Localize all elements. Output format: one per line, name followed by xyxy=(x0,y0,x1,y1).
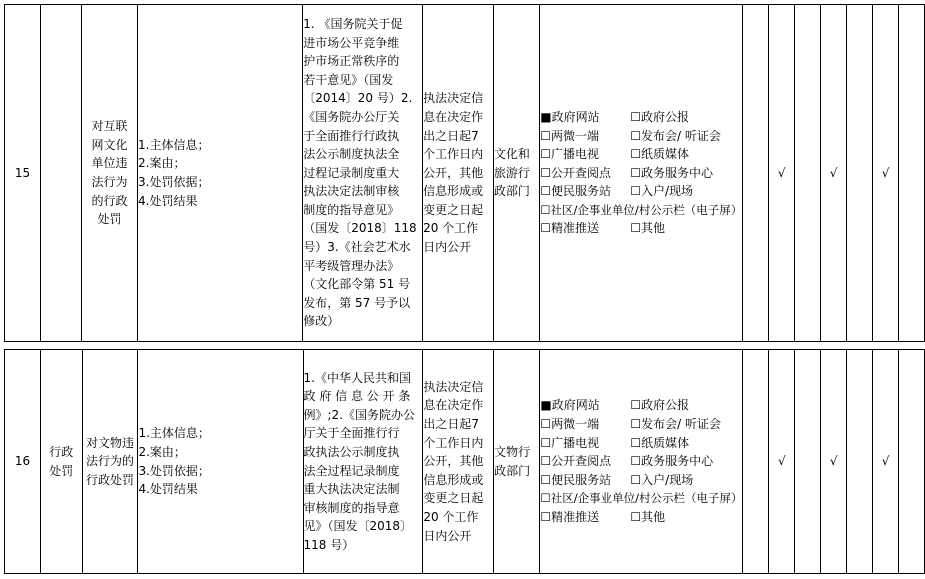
subject-cell: 文化和 旅游行 政部门 xyxy=(493,5,539,342)
channel-line xyxy=(540,489,742,508)
channel-option[interactable]: ☐纸质媒体 xyxy=(630,147,689,162)
check-cell xyxy=(795,350,821,574)
check-cell xyxy=(899,350,925,574)
row-number: 15 xyxy=(5,5,41,342)
channel-option[interactable]: ☐其他 xyxy=(630,509,666,524)
basis-cell: 1. 《国务院关于促 进市场公平竞争维 护市场正常秩序的 若干意见》（国发 〔2014〕20 号）2. 《国务院办公厅关 于全面推行行政执 法公示制度执法全 过程记录制度重大 执法决定法制审核 制度的指导意见》 （国发〔2018〕118 号）3.《社会艺术水 平考级管理办法》 （文化部令第 51 号 发布，第 57 号予以 修改） xyxy=(303,5,423,342)
channel-line xyxy=(540,108,742,127)
time-limit-cell: 执法决定信 息在决定作 出之日起7 个工作日内 公开，其他 信息形成或 变更之日起 20 个工作 日内公开 xyxy=(423,5,494,342)
check-cell xyxy=(743,350,769,574)
subject-cell: 文物行 政部门 xyxy=(494,350,540,574)
channel-option[interactable]: ☐便民服务站 xyxy=(540,184,611,199)
check-cell xyxy=(847,350,873,574)
check-cell xyxy=(847,5,873,342)
check-cell: √ xyxy=(769,5,795,342)
channels-cell xyxy=(540,350,743,574)
category-cell xyxy=(41,5,82,342)
channel-option[interactable]: ☐广播电视 xyxy=(540,435,600,450)
channel-option[interactable]: ☐公开查阅点 xyxy=(540,165,611,180)
channel-option[interactable]: ☐精准推送 xyxy=(540,221,599,236)
check-cell xyxy=(795,5,821,342)
channel-option[interactable]: ☐纸质媒体 xyxy=(630,435,690,450)
basis-cell: 1.《中华人民共和国 政 府 信 息 公 开 条 例》;2.《国务院办公 厅关于全面推行行 政执法公示制度执 法全过程记录制度 重大执法决定法制 审核制度的指导意 见》（国发〔2018〕 118 号） xyxy=(303,350,423,574)
channel-line xyxy=(540,182,742,201)
channel-option[interactable]: ☐广播电视 xyxy=(540,147,599,162)
item-name-cell: 对互联 网文化 单位违 法行为 的行政 处罚 xyxy=(82,5,138,342)
channel-line xyxy=(540,219,742,238)
channel-line xyxy=(540,452,742,471)
channel-option[interactable]: ☐两微一端 xyxy=(540,417,600,432)
channel-line xyxy=(540,508,742,527)
channel-line xyxy=(540,127,742,146)
table-row xyxy=(4,4,925,342)
channel-option[interactable]: ☐社区/企事业单位/村公示栏（电子屏） xyxy=(540,202,743,217)
content-cell: 1.主体信息； 2.案由； 3.处罚依据； 4.处罚结果 xyxy=(138,5,303,342)
channel-option[interactable]: ☐两微一端 xyxy=(540,128,599,143)
time-limit-cell: 执法决定信 息在决定作 出之日起7 个工作日内 公开，其他 信息形成或 变更之日起 20 个工作 日内公开 xyxy=(423,350,494,574)
category-cell: 行政 处罚 xyxy=(41,350,83,574)
channel-line xyxy=(540,471,742,490)
channel-option[interactable]: ☐发布会/ 听证会 xyxy=(630,417,722,432)
row-number: 16 xyxy=(5,350,41,574)
channel-option[interactable]: ☐发布会/ 听证会 xyxy=(630,128,721,143)
table-row xyxy=(4,349,925,574)
channel-option[interactable]: ■政府网站 xyxy=(540,109,600,124)
content-cell: 1.主体信息； 2.案由； 3.处罚依据； 4.处罚结果 xyxy=(138,350,303,574)
channel-option[interactable]: ☐入户/现场 xyxy=(630,472,694,487)
channel-line xyxy=(540,396,742,415)
channel-line xyxy=(540,164,742,183)
check-cell: √ xyxy=(821,5,847,342)
check-cell xyxy=(743,5,769,342)
channel-option[interactable]: ☐政府公报 xyxy=(630,398,690,413)
channel-line xyxy=(540,415,742,434)
check-cell: √ xyxy=(769,350,795,574)
channel-option[interactable]: ☐政务服务中心 xyxy=(630,165,713,180)
check-cell xyxy=(899,5,925,342)
check-cell: √ xyxy=(872,5,898,342)
channel-option[interactable]: ☐政务服务中心 xyxy=(630,454,714,469)
check-cell: √ xyxy=(873,350,899,574)
channel-line xyxy=(540,145,742,164)
check-cell: √ xyxy=(821,350,847,574)
channel-line xyxy=(540,434,742,453)
channel-option[interactable]: ☐入户/现场 xyxy=(630,184,694,199)
item-name-cell: 对文物违 法行为的 行政处罚 xyxy=(82,350,138,574)
channels-cell xyxy=(540,5,743,342)
channel-option[interactable]: ■政府网站 xyxy=(540,398,600,413)
channel-line xyxy=(540,201,742,220)
channel-option[interactable]: ☐社区/企事业单位/村公示栏（电子屏） xyxy=(540,491,743,506)
channel-option[interactable]: ☐政府公报 xyxy=(630,109,689,124)
channel-option[interactable]: ☐公开查阅点 xyxy=(540,454,612,469)
channel-option[interactable]: ☐其他 xyxy=(630,221,665,236)
channel-option[interactable]: ☐便民服务站 xyxy=(540,472,612,487)
channel-option[interactable]: ☐精准推送 xyxy=(540,509,600,524)
